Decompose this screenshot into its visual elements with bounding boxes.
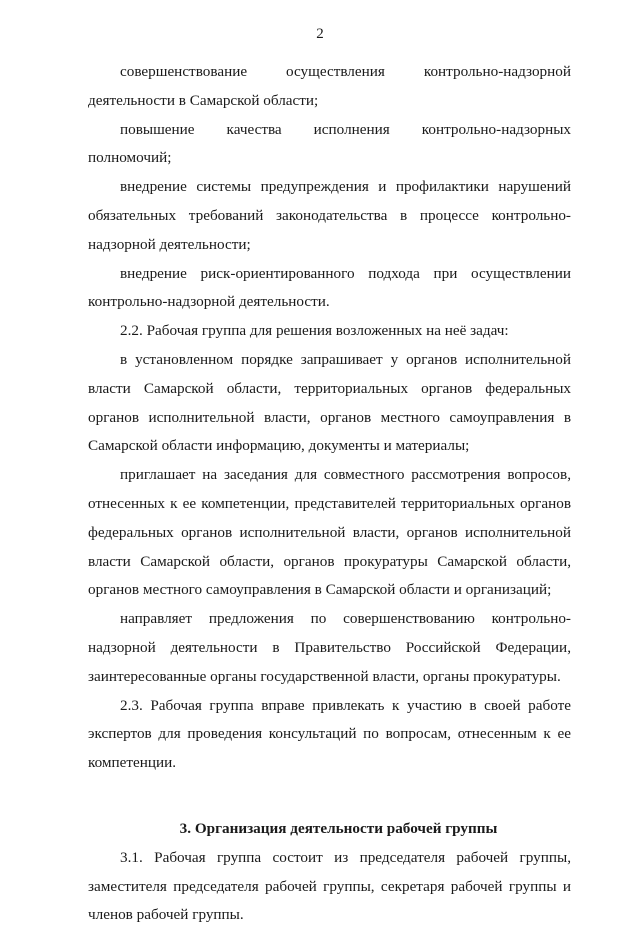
paragraph-clause-3-1: 3.1. Рабочая группа состоит из председателя рабочей группы, заместителя председателя рабочей группы, секретаря рабочей группы и членов рабочей группы. (88, 848, 571, 924)
paragraph-goal-improve-control: совершенствование осуществления контрольно-надзорной деятельности в Самарской области; (88, 63, 571, 109)
page-number: 2 (316, 26, 324, 42)
paragraph-clause-2-3: 2.3. Рабочая группа вправе привлекать к участию в своей работе экспертов для проведения консультаций по вопросам, отнесенным к ее компетенции. (88, 696, 571, 772)
paragraph-goal-prevention: внедрение системы предупреждения и профилактики нарушений обязательных требований законодательства в процессе контрольно-надзорной деятельности; (88, 178, 571, 253)
paragraph-right-proposals: направляет предложения по совершенствованию контрольно-надзорной деятельности в Правительство Российской Федерации, заинтересованные органы государственной власти, органы прокуратуры. (88, 610, 571, 685)
paragraph-right-request-info: в установленном порядке запрашивает у органов исполнительной власти Самарской области, территориальных органов федеральных органов исполнительной власти, органов местного самоуправления в Самарской области информацию, документы и материалы; (88, 350, 571, 455)
paragraph-goal-quality: повышение качества исполнения контрольно-надзорных полномочий; (88, 120, 571, 167)
document-body (88, 58, 571, 930)
paragraph-right-invite: приглашает на заседания для совместного рассмотрения вопросов, отнесенных к ее компетенции, представителей территориальных органов федеральных органов исполнительной власти, органов исполнительной власти Самарской области, органов прокуратуры Самарской области, органов местного самоуправления в Самарской области и организаций; (88, 466, 571, 599)
paragraph-clause-2-2: 2.2. Рабочая группа для решения возложенных на неё задач: (120, 322, 509, 340)
section-3-heading: 3. Организация деятельности рабочей группы (179, 819, 498, 837)
paragraph-goal-risk-approach: внедрение риск-ориентированного подхода при осуществлении контрольно-надзорной деятельности. (88, 264, 571, 311)
